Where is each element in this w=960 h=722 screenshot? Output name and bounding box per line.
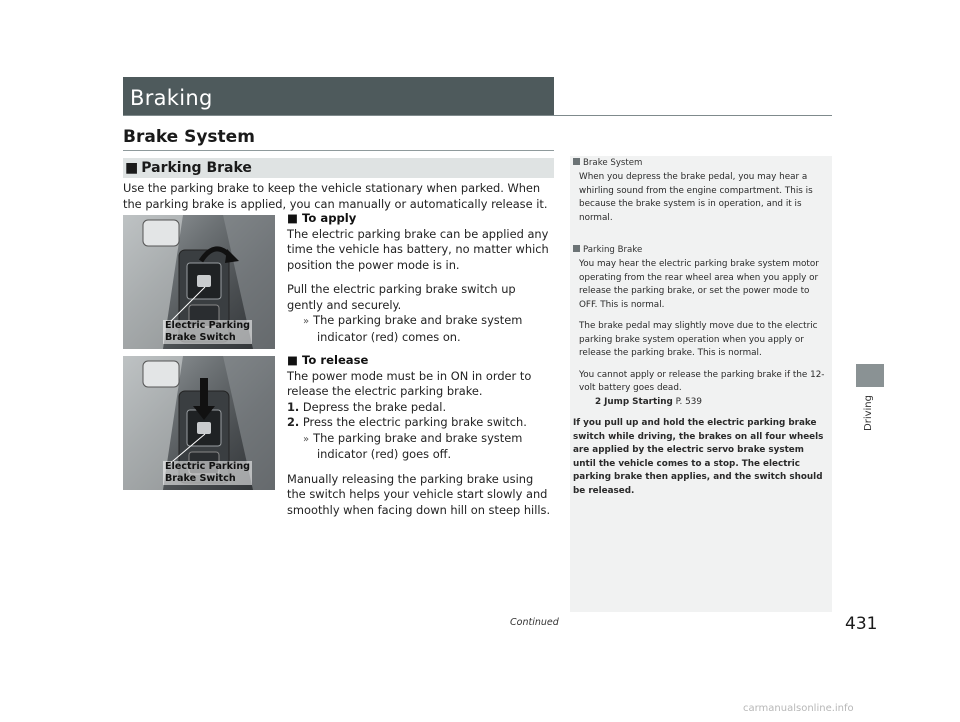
result-arrow-icon: » (303, 316, 310, 327)
intro-paragraph: Use the parking brake to keep the vehicle stationary when parked. When the parking brake is applied, you can manually or automatically release it. (123, 181, 548, 211)
section-rule (123, 150, 554, 151)
page-number: 431 (845, 614, 878, 634)
release-text-2: Manually releasing the parking brake using the switch helps your vehicle start slowly and smoothly when facing down hill on steep hills. (287, 471, 551, 517)
parking-brake-photo-apply (123, 215, 275, 349)
side-note-p4: If you pull up and hold the electric parking brake switch while driving, the brakes on all four wheels are applied by the electric servo brake system until the vehicle comes to a stop. The electric parking brake then applies, and the switch should be released. (573, 418, 824, 496)
side-note-brake-system (573, 158, 829, 225)
parking-brake-photo-release (123, 356, 275, 490)
page-reference-icon: 2 (595, 396, 602, 407)
subsection-title (125, 160, 252, 176)
side-note-p1: You may hear the electric parking brake system motor operating from the rear wheel area when you apply or release the parking brake, or set the power mode to OFF. This is normal. (579, 259, 819, 310)
reference-marker-icon (573, 158, 580, 165)
photo-label-release: Electric Parking Brake Switch (165, 461, 251, 484)
watermark: carmanualsonline.info (743, 703, 854, 714)
side-note-title: Brake System (573, 158, 829, 168)
chapter-tab (856, 364, 884, 386)
side-note-p2: The brake pedal may slightly move due to the electric parking brake system operation when you apply or release the parking brake. This is normal. (579, 321, 818, 358)
apply-heading: ■ To apply (287, 211, 357, 225)
apply-text-1: The electric parking brake can be applied any time the vehicle has battery, no matter which position the power mode is in. (287, 226, 549, 272)
release-step: 2. Press the electric parking brake switch. (287, 415, 527, 429)
side-note-title: Parking Brake (573, 245, 829, 255)
subsection-title-text: Parking Brake (141, 160, 252, 176)
release-heading: ■ To release (287, 353, 369, 367)
chapter-side-label: Driving (863, 395, 874, 431)
jump-starting-link[interactable]: 2 Jump Starting P. 539 (595, 396, 702, 407)
side-note-p3: You cannot apply or release the parking brake if the 12-volt battery goes dead. (579, 369, 825, 393)
photo-label-apply: Electric Parking Brake Switch (165, 320, 251, 343)
apply-result: » The parking brake and brake system indicator (red) comes on. (303, 313, 523, 344)
release-result: » The parking brake and brake system indicator (red) goes off. (303, 430, 523, 461)
side-note-parking-brake (573, 245, 829, 498)
header-rule (123, 115, 832, 116)
release-step: 1. Depress the brake pedal. (287, 399, 447, 414)
apply-procedure (287, 211, 555, 345)
chapter-title: Braking (130, 86, 213, 110)
subsection-marker: ■ (125, 160, 139, 176)
release-procedure (287, 353, 555, 518)
reference-marker-icon (573, 245, 580, 252)
apply-text-2: Pull the electric parking brake switch up gently and securely. (287, 282, 516, 312)
release-text-1: The power mode must be in ON in order to release the electric parking brake. (287, 368, 532, 398)
chapter-tab-rule (856, 386, 884, 387)
result-arrow-icon: » (303, 433, 310, 445)
section-title: Brake System (123, 127, 255, 147)
continued-label: Continued (510, 617, 559, 628)
side-note-text: When you depress the brake pedal, you may hear a whirling sound from the engine compartment. This is because the brake system is in operation, and it is normal. (579, 172, 813, 223)
